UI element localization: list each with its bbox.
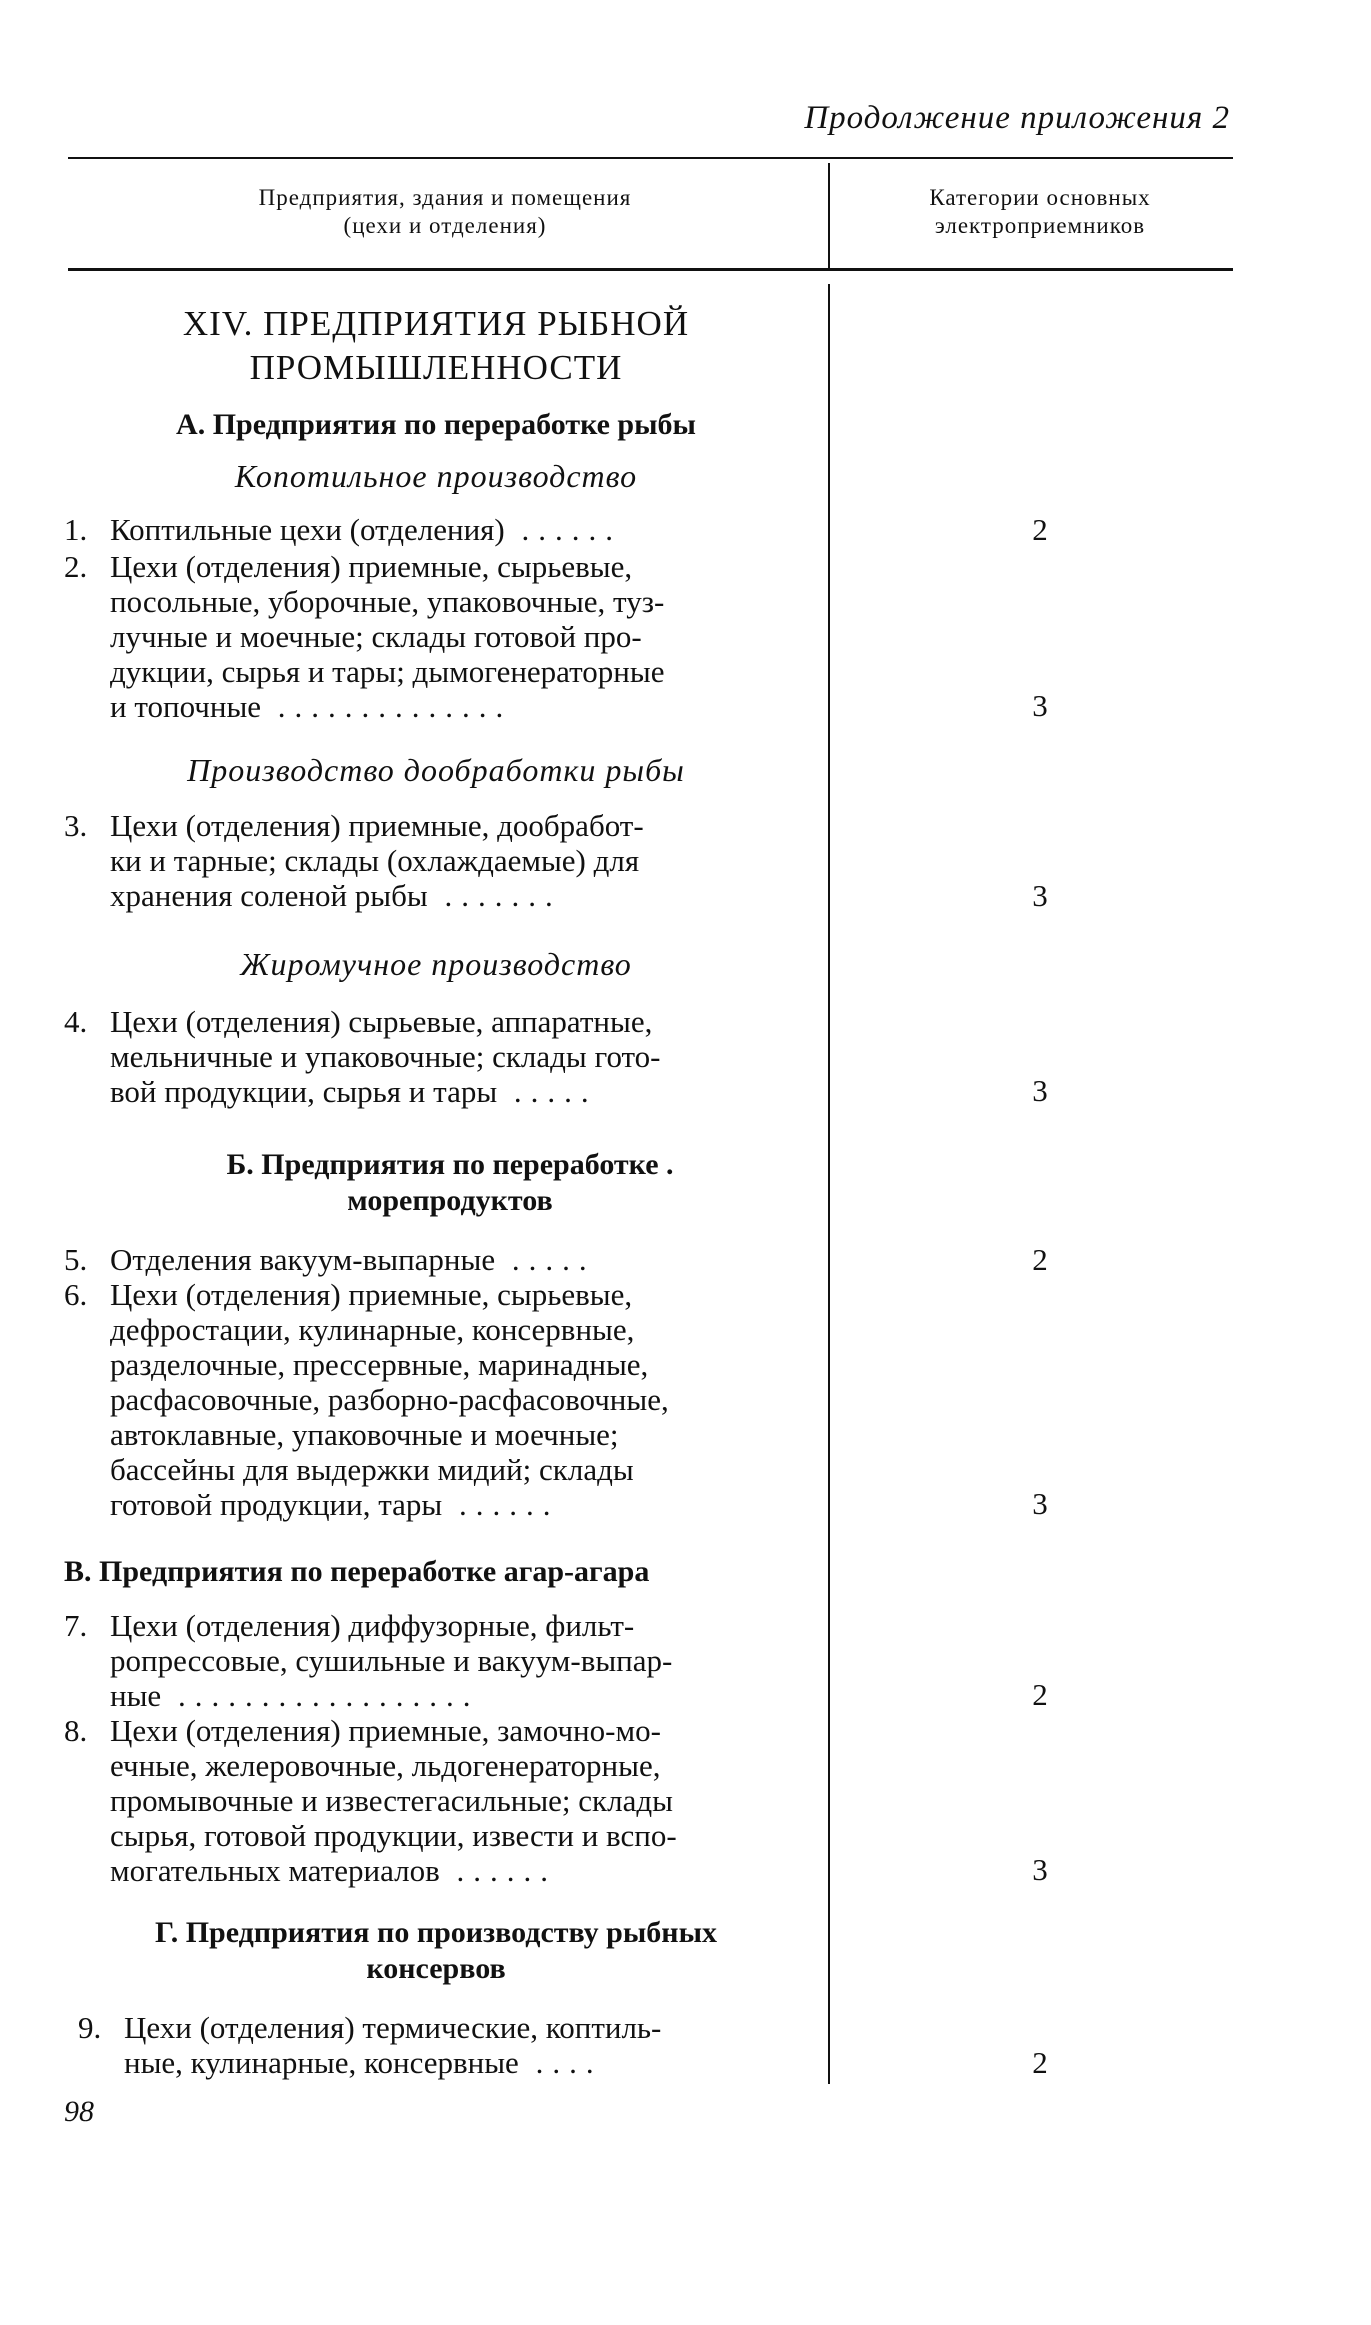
category-value: 3 [1032,1073,1048,1108]
item-text-line: готовой продукции, тары [110,1487,443,1522]
category-value: 2 [1032,512,1048,547]
leader-dots: ...... [504,512,623,547]
header-column-divider [828,163,830,268]
column-header-categories-line2: электроприемников [934,213,1146,238]
category-value: 3 [1032,1486,1048,1521]
section-title [66,302,806,390]
subsection-a-fishmeal-title: Жиромучное производство [240,946,632,982]
category-value: 2 [1032,1242,1048,1277]
subsection-g-title-line2: консервов [366,1952,506,1985]
leader-dots: ....... [427,878,562,913]
item-text-line: Отделения вакуум-выпарные [110,1242,496,1277]
item-text-line: Коптильные цехи (отделения) [110,512,505,547]
item-number: 1. [64,512,88,547]
subsection-g-title-line1: Г. Предприятия по производству рыбных [154,1916,717,1949]
item-number: 5. [64,1242,88,1277]
item-text-line: промывочные и известегасильные; склады [110,1783,673,1818]
item-number: 7. [64,1608,88,1643]
column-header-premises [150,184,740,240]
category-value: 3 [1032,1852,1048,1887]
leader-dots: ..... [495,1242,596,1277]
item-text-line: Цехи (отделения) приемные, дообработ- [110,808,644,843]
leader-dots: ..... [497,1074,598,1109]
item-number: 6. [64,1277,88,1312]
section-title-line2: ПРОМЫШЛЕННОСТИ [249,348,623,387]
item-text-line: Цехи (отделения) сырьевые, аппаратные, [110,1004,653,1039]
leader-dots: .... [518,2045,603,2080]
section-title-line1: XIV. ПРЕДПРИЯТИЯ РЫБНОЙ [182,304,690,343]
category-value: 3 [1032,878,1048,913]
body-column-divider [828,284,830,2084]
subsection-b-title-line1: Б. Предприятия по переработке . [226,1148,674,1181]
item-text-line: могательных материалов [110,1853,440,1888]
category-value: 2 [1032,2045,1048,2080]
item-number: 3. [64,808,88,843]
item-text-line: ные, кулинарные, консервные [124,2045,519,2080]
subsection-a-finishing-title: Производство дообработки рыбы [187,752,685,788]
subsection-g-title [76,1915,796,1987]
item-text-line: ки и тарные; склады (охлаждаемые) для [110,843,640,878]
item-text-line: Цехи (отделения) приемные, замочно-мо- [110,1713,661,1748]
item-text-line: сырья, готовой продукции, извести и вспо- [110,1818,677,1853]
table-header-rule [68,268,1233,271]
item-text-line: дукции, сырья и тары; дымогенераторные [110,654,665,689]
item-number: 9. [78,2010,102,2045]
item-text-line: лучные и моечные; склады готовой про- [110,619,642,654]
item-number: 8. [64,1713,88,1748]
column-header-categories-line1: Категории основных [929,185,1151,210]
subsection-a-smoking-title: Копотильное производство [234,458,638,494]
item-text-line: ропрессовые, сушильные и вакуум-выпар- [110,1643,673,1678]
leader-dots: .............. [261,689,513,724]
item-text-line: и топочные [110,689,262,724]
item-text-line: расфасовочные, разборно-расфасовочные, [110,1382,669,1417]
column-header-premises-line2: (цехи и отделения) [343,213,547,238]
leader-dots: ...... [439,1853,558,1888]
item-text-line: мельничные и упаковочные; склады гото- [110,1039,661,1074]
subsection-b-title-line2: морепродуктов [347,1184,553,1217]
item-text-line: Цехи (отделения) приемные, сырьевые, [110,549,633,584]
item-number: 4. [64,1004,88,1039]
item-text-line: дефростации, кулинарные, консервные, [110,1312,635,1347]
leader-dots: .................. [161,1678,480,1713]
item-text-line: разделочные, прессервные, маринадные, [110,1347,649,1382]
item-text-line: бассейны для выдержки мидий; склады [110,1452,634,1487]
column-header-premises-line1: Предприятия, здания и помещения [258,185,632,210]
subsection-b-title [150,1147,750,1219]
item-number: 2. [64,549,88,584]
item-text-line: ные [110,1678,162,1713]
page-number: 98 [64,2095,94,2128]
leader-dots: ...... [442,1487,560,1522]
item-text-line: вой продукции, сырья и тары [110,1074,498,1109]
item-text-line: ечные, желеровочные, льдогенераторные, [110,1748,661,1783]
subsection-v-title: В. Предприятия по переработке агар-агара [64,1555,650,1588]
table-top-rule [68,157,1233,159]
category-value: 3 [1032,688,1048,723]
column-header-categories [870,184,1210,240]
item-text-line: Цехи (отделения) диффузорные, фильт- [110,1608,635,1643]
continuation-note: Продолжение приложения 2 [804,100,1230,136]
item-text-line: Цехи (отделения) термические, коптиль- [124,2010,662,2045]
subsection-a-title: А. Предприятия по переработке рыбы [176,408,696,441]
category-value: 2 [1032,1677,1048,1712]
item-text-line: посольные, уборочные, упаковочные, туз- [110,584,665,619]
item-text-line: хранения соленой рыбы [110,878,428,913]
item-text-line: Цехи (отделения) приемные, сырьевые, [110,1277,633,1312]
item-text-line: автоклавные, упаковочные и моечные; [110,1417,619,1452]
